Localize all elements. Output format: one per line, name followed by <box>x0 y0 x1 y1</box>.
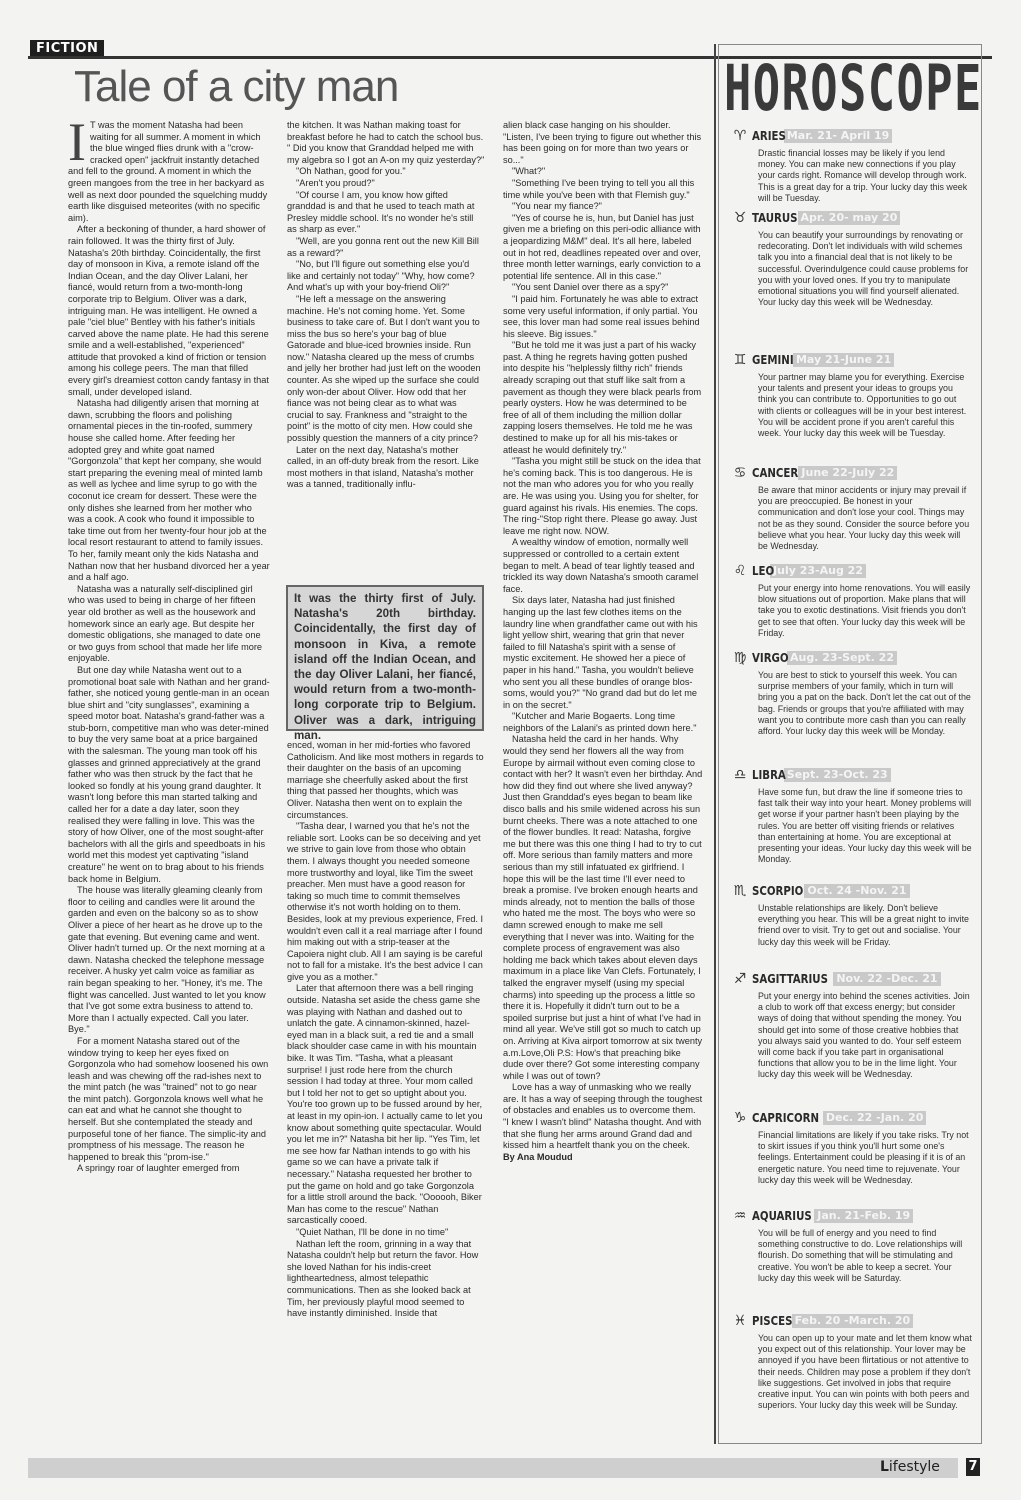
paragraph: alien black case hanging on his shoulder. "Listen, I've been trying to figure out whether this has been going on for more than two years or so..." <box>503 120 702 165</box>
libra-icon: ♎ <box>733 767 747 783</box>
horoscope-sign-virgo <box>728 650 978 737</box>
sign-name: GEMINI <box>752 353 794 367</box>
horoscope-sign-aries <box>728 128 978 204</box>
paragraph: "Tasha you might still be stuck on the idea that he's coming back. This is too dangerous. He is not the man who adores you for who you really are. He was using you. Using you for shelter, for guard against his rivals. His enemies. The cops. The ring-"Stop right there. Please go away. Just leave me right now. NOW. <box>503 456 701 536</box>
paragraph: "Tasha dear, I warned you that he's not the reliable sort. Looks can be so deceiving and yet we strive to gain love from those who obtain them. I always thought you needed someone more trustworthy and loyal, like Tim the sweet preacher. Men must have a good reason for taking so much time to commit themselves otherwise it's not worth holding on to them. Besides, look at my previous experience, Fred. I wouldn't even call it a real marriage after I found him making out with a strip-teaser at the Capoiera night club. All I am saying is be careful not to fall for a mistake. It's the best advice I can give you as a mother." <box>287 821 484 982</box>
sign-name: PISCES <box>752 1314 793 1328</box>
sign-text: Drastic financial losses may be likely if you lend money. You can make new connections if you play your cards right. Romance will develop through work. This is a great day for a trip. Your lucky day this week will be Tuesday. <box>758 148 968 203</box>
horoscope-sign-leo <box>728 563 978 639</box>
sign-name: SCORPIO <box>752 884 804 898</box>
sign-header <box>728 563 978 579</box>
sagittarius-icon: ♐ <box>733 971 747 987</box>
drop-cap: I <box>68 120 86 172</box>
horoscope-title: HOROSCOPE <box>724 52 983 125</box>
paragraph: T was the moment Natasha had been waiting for all summer. A moment in which the blue winged flies drunk with a "crow-cracked open" jackfruit instantly detached and fell to the ground. A moment in which the green mangoes from the tree in her backyard as well as next door pounded the squelching muddy earth like disguised meteorites (with no specific aim). <box>68 120 268 223</box>
paragraph: enced, woman in her mid-forties who favored Catholicism. And like most mothers in regards to their daughter on the basis of an upcoming marriage she cheerfully asked about the first thing that passed her thoughts, which was Oliver. Natasha then went on to explain the circumstances. <box>287 740 484 820</box>
paragraph: "You sent Daniel over there as a spy?" <box>512 282 669 293</box>
paragraph: A springy roar of laughter emerged from <box>77 1163 240 1174</box>
paragraph: For a moment Natasha stared out of the window trying to keep her eyes fixed on Gorgonzola who had somehow loosened his own leash and was chewing off the rad-ishes next to the mint patch (he was "trained" not to go near the mint patch). Gorgonzola knows well what he can eat and what he cannot she thought to herself. But she contemplated the steady and purposeful tone of her fiance. The simplic-ity and promptness of his message. The reason he happened to break this "prom-ise." <box>68 1035 269 1162</box>
sign-name: ARIES <box>752 129 786 143</box>
paragraph: Natasha had diligently arisen that morning at dawn, scrubbing the floors and polishing ornamental pieces in the tin-roofed, summery house she called home. After feeding her adopted grey and white goat named "Gorgonzola" that kept her company, she would start preparing the evening meal of minted lamb as well as lychee and lime syrup to go with the coconut ice cream for dessert. These were the only dishes she learned from her mother who was a cook. A cook who found it impossible to take time out from her twenty-four hour job at the local resort restaurant to attend to family issues. To her, family meant only the kids Natasha and Nathan now that her husband divorced her a year and a half ago. <box>68 398 270 583</box>
sign-text: Your partner may blame you for everything. Exercise your talents and present your ideas to groups you think you can contribute to. Opportunities to go out with clients or colleagues will be in your best interest. You will be accident prone if you aren't careful this week. Your lucky day this week will be Tuesday. <box>758 372 967 439</box>
paragraph: Six days later, Natasha had just finished hanging up the last few clothes items on the laundry line when grandfather came out with his light yellow shirt, wearing that grin that never failed to fill Natasha's spirit with a sense of mystic excitement. He showed her a piece of paper in his hand." Tasha, you wouldn't believe who sent you all these bundles of orange blos-soms, would you?" "No grand dad but do let me in on the secret." <box>503 595 698 710</box>
paragraph: Later that afternoon there was a bell ringing outside. Natasha set aside the chess game she was playing with Nathan and dashed out to unlatch the gate. A cinnamon-skinned, hazel-eyed man in a black suit, a red tie and a small black shoulder case came in with his mountain bike. It was Tim. "Tasha, what a pleasant surprise! I just rode here from the church session I had today at three. Your mom called but I told her not to get so uptight about you. You're too grown up to be fussed around by her, at least in my opin-ion. I actually came to let you know about something quite spectacular. Would you let me in?" Natasha bit her lip. "Yes Tim, let me see how far Nathan intends to go with his game so we can have a private talk if necessary." Natasha requested her brother to put the game on hold and go take Gorgonzola for a little stroll around the back. "Oooooh, Biker Man has come to the rescue" Nathan sarcastically cooed. <box>287 983 483 1226</box>
paragraph: "Of course I am, you know how gifted granddad is and that he used to teach math at Presley middle school. It's no wonder he's still as sharp as ever." <box>287 189 475 235</box>
paragraph: Natasha held the card in her hands. Why would they send her flowers all the way from Europe by airmail without even coming close to contact with her? It wasn't even her birthday. And how did they find out where she lived anyway? Just then Granddad's eyes began to beam like disco balls and his smile widened across his sun burnt cheeks. There was a note attached to one of the flower bundles. It read: Natasha, forgive me but there was this one thing I had to try to cut off. More serious than family matters and more serious than my still infatuated ex girlfriend. I hope this will be the last time I'll ever need to break a promise. I've broken enough hearts and minds already, not to mention the balls of those who hated me the most. The boys who were so damn screwed enough to make me sell everything that I never was into. Waiting for the complete process of engravement was also holding me back which takes about eleven days maximum in a place like Van Clefs. Fortunately, I talked the engraver myself (using my special charms) into speeding up the process a little so there it is. Hopefully it didn't turn out to be a spoiled surprise but just a hint of what I've had in mind all year. We've still got so much to catch up on. Arriving at Kiva airport tomorrow at six twenty a.m.Love,Oli P.S: How's that preaching bike dude over there? Got some interesting company while I was out of town? <box>503 734 703 1081</box>
story-column-2-bottom <box>287 740 485 1445</box>
footer-brand <box>880 1459 940 1475</box>
paragraph: "Oh Nathan, good for you." <box>296 166 406 177</box>
taurus-icon: ♉ <box>733 210 747 226</box>
paragraph: "Yes of course he is, hun, but Daniel has just given me a briefing on this peri-odic alliance with a jeopardizing M&M" deal. It's all here, labeled out in hot red, deadlines repeated over and over, three month letter warnings, early conviction to a potential life sentence. All in this case." <box>503 212 701 281</box>
horoscope-sign-sagittarius <box>728 971 978 1081</box>
sign-dates: July 23-Aug 22 <box>770 564 866 578</box>
paragraph: "No, but I'll figure out something else you'd like and certainly not today" "Why, how come? And what's up with your boy-friend Oli?" <box>287 259 475 293</box>
aquarius-icon: ♒ <box>733 1208 747 1224</box>
paragraph: "Kutcher and Marie Bogaerts. Long time neighbors of the Lalani's as printed down here." <box>503 711 697 733</box>
sign-dates: May 21-June 21 <box>793 353 894 367</box>
sign-header <box>728 650 978 666</box>
brand-initial: L <box>880 1459 889 1475</box>
sign-header <box>728 1313 978 1329</box>
sign-text: Unstable relationships are likely. Don't believe everything you hear. This will be a great night to invite friend over to visit. Try to get out and socialise. Your lucky day this week will be Friday. <box>758 903 969 947</box>
sign-text: You will be full of energy and you need to find something constructive to do. Love relationships will flourish. Do something that will be stimulating and creative. You won't be able to keep a secret. Your lucky day this week will be Saturday. <box>758 1228 963 1283</box>
paragraph: "Aren't you proud?" <box>296 177 375 188</box>
sign-dates: Mar. 21- April 19 <box>784 129 892 143</box>
brand-rest: ifestyle <box>888 1459 940 1475</box>
sign-dates: Nov. 22 -Dec. 21 <box>833 972 940 986</box>
sign-name: LEO <box>752 564 775 578</box>
sign-name: CANCER <box>752 466 799 480</box>
sign-header <box>728 1208 978 1224</box>
sign-header <box>728 971 978 987</box>
sign-header <box>728 465 978 481</box>
sign-header <box>728 1110 978 1126</box>
sign-dates: Jan. 21-Feb. 19 <box>814 1209 913 1223</box>
sign-dates: Dec. 22 -Jan. 20 <box>823 1111 927 1125</box>
sign-header <box>728 883 978 899</box>
sign-name: VIRGO <box>752 651 789 665</box>
sign-name: TAURUS <box>752 211 798 225</box>
paragraph: "Something I've been trying to tell you all this time while you've been with that Flemish guy." <box>503 177 695 200</box>
paragraph: "Quiet Nathan, I'll be done in no time" <box>296 1226 449 1237</box>
sign-name: SAGITTARIUS <box>752 972 828 986</box>
column-divider <box>714 44 716 1444</box>
footer-bar <box>28 1458 958 1478</box>
paragraph: "What?" <box>512 166 546 177</box>
sign-dates: Oct. 24 -Nov. 21 <box>804 884 909 898</box>
sign-name: LIBRA <box>752 768 786 782</box>
paragraph: Natasha was a naturally self-disciplined girl who was used to being in charge of her fifteen year old brother as well as the housework and homework since an early age. But despite her domestic obligations, she managed to date one or two guys from school that made her life more enjoyable. <box>68 583 263 664</box>
virgo-icon: ♍ <box>733 650 747 666</box>
story-column-2-top <box>287 120 485 582</box>
sign-dates: Aug. 23-Sept. 22 <box>787 651 897 665</box>
horoscope-sign-taurus <box>728 210 978 308</box>
sign-header <box>728 352 978 368</box>
sign-text: Put your energy into home renovations. You will easily blow situations out of proportion. Make plans that will take you to exotic destinations. Visit friends you don't get to see that often. Your lucky day this week will be Friday. <box>758 583 971 638</box>
sign-header <box>728 767 978 783</box>
aries-icon: ♈ <box>733 128 747 144</box>
story-column-1 <box>68 120 270 1445</box>
sign-text: You are best to stick to yourself this week. You can surprise members of your family, which in turn will bring you a pat on the back. Don't let the cat out of the bag. Friends or groups that you're affiliated with may want you to contribute more cash than you can really afford. Your lucky day this week will be Monday. <box>758 670 971 737</box>
sign-dates: Sept. 23-Oct. 23 <box>784 768 891 782</box>
paragraph: The house was literally gleaming cleanly from floor to ceiling and candles were lit around the garden and even on the balcony so as to show Oliver a piece of her heart as he drove up to the gate that evening. But evening came and went. Oliver hadn't turned up. Or the next morning at a dawn. Natasha checked the telephone message receiver. A husky yet calm voice as familiar as rain began speaking to her. "Honey, it's me. The flight was cancelled. Just wanted to let you know that I've got some extra business to attend to. More than I actually expected. Call you later. Bye." <box>68 885 266 1035</box>
sign-header <box>728 128 978 144</box>
paragraph: A wealthy window of emotion, normally well suppressed or controlled to a certain extent began to melt. A bead of tear lightly teased and trickled its way down Natasha's smooth caramel face. <box>503 537 699 594</box>
paragraph: "I paid him. Fortunately he was able to extract some very useful information, if only partial. You see, this lover man had some real issues behind his sleeve. Big issues." <box>503 293 700 339</box>
horoscope-sign-scorpio <box>728 883 978 948</box>
cancer-icon: ♋ <box>733 465 747 481</box>
horoscope-sign-cancer <box>728 465 978 552</box>
paragraph: After a beckoning of thunder, a hard shower of rain followed. It was the thirty first of July. Natasha's 20th birthday. Coincidentally, the first day of monsoon in Kiva, a remote island off the Indian Ocean, and the day Oliver Lalani, her fiancé, would return from a two-month-long corporate trip to Belgium. Oliver was a dark, intriguing man. He was intelligent. He owned a pale "ciel blue" Bentley with his father's initials carved above the name plate. He had this serene smile and a well-established, "experienced" attitude that provoked a kind of friction or tension among his college peers. The man that filled every girl's dreamiest cotton candy fantasy in that small, under developed island. <box>68 224 269 397</box>
sign-text: Put your energy into behind the scenes activities. Join a club to work off that excess energy; but consider ways of doing that without spending the money. You should get into some of those creative hobbies that you always said you wanted to do. Your self esteem will come back if you take part in organisational functions that allow you to be in the lime light. Your lucky day this week will be Wednesday. <box>758 991 970 1080</box>
pisces-icon: ♓ <box>733 1313 747 1329</box>
byline: By Ana Moudud <box>503 1151 573 1162</box>
horoscope-sign-aquarius <box>728 1208 978 1284</box>
capricorn-icon: ♑ <box>733 1110 747 1126</box>
horoscope-sign-capricorn <box>728 1110 978 1186</box>
sign-text: Be aware that minor accidents or injury may prevail if you are preoccupied. Be honest in your communication and don't lose your cool. Things may not be as they sound. Consider the source before you believe what you hear. Your lucky day this week will be Wednesday. <box>758 485 970 552</box>
paragraph: But one day while Natasha went out to a promotional boat sale with Nathan and her grand-father, she noticed young gentle-man in an ocean blue shirt and "city sunglasses", examining a speed motor boat. Natasha's grand-father was a stub-born, competitive man who was deter-mined to buy the very same boat at a price bargained with the salesman. The young man took off his glasses and grinned appreciatively at the grand father who was then struck by the fact that he looked so fondly at his young grand daughter. It wasn't long before this man started talking and called her for a date a day later, soon they realised they were falling in love. This was the story of how Oliver, one of the most sought-after bachelors with all the girls and speedboats in his world met this modest yet captivating "island creature" he went on to brag about to his friends back home in Belgium. <box>68 664 270 884</box>
horoscope-sign-gemini <box>728 352 978 439</box>
gemini-icon: ♊ <box>733 352 747 368</box>
paragraph: the kitchen. It was Nathan making toast for breakfast before he had to catch the school bus. " Did you know that Granddad helped me with my algebra so I got an A-on my quiz yesterday?" <box>287 120 485 165</box>
scorpio-icon: ♏ <box>733 883 747 899</box>
sign-name: AQUARIUS <box>752 1209 812 1223</box>
sign-dates: June 22-July 22 <box>798 466 897 480</box>
article-title: Tale of a city man <box>74 62 399 111</box>
paragraph: Nathan left the room, grinning in a way that Natasha couldn't help but return the favor. How she loved Nathan for his indis-creet lightheartedness, almost telepathic communications. Then as she looked back at Tim, her previously playful mood seemed to have instantly diminished. Inside that <box>287 1238 479 1319</box>
page-number: 7 <box>966 1458 980 1476</box>
paragraph: Later on the next day, Natasha's mother called, in an off-duty break from the resort. Like most mothers in that island, Natasha's mother was a tanned, traditionally influ- <box>287 444 479 490</box>
sign-text: Have some fun, but draw the line if someone tries to fast talk their way into your heart. Money problems will get worse if your partner hasn't been playing by the rules. You are better off visiting friends or relatives than entertaining at home. You are exceptional at presenting your ideas. Your lucky day this week will be Monday. <box>758 787 972 865</box>
paragraph: "But he told me it was just a part of his wacky past. A thing he regrets having gotten pushed into despite his "helplessly filthy rich" friends already scraping out that stuff like salt from a pavement as though they were black pearls from pearly oysters. How he was determined to be free of all of them including the million dollar zapping losers themselves. He told me he was destined to make up for all his mis-takes or atleast he would definitely try." <box>503 340 702 455</box>
sign-text: You can open up to your mate and let them know what you expect out of this relationship. Your lover may be annoyed if you have been flirtatious or not attentive to their needs. Children may pose a problem if they don't like suggestions. Get involved in jobs that require creative input. You can win points with both peers and superiors. Your lucky day this week will be Sunday. <box>758 1333 972 1411</box>
paragraph: Love has a way of unmasking who we really are. It has a way of seeping through the toughest of obstacles and enables us to overcome them. "I knew I wasn't blind" Natasha thought. And with that she flung her arms around Grand dad and kissed him a heartfelt thank you on the cheek. <box>503 1082 703 1151</box>
paragraph: "Well, are you gonna rent out the new Kill Bill as a reward?" <box>287 235 479 258</box>
pull-quote: It was the thirty first of July. Natasha's 20th birthday. Coincidentally, the first day of monsoon in Kiva, a remote island off the Indian Ocean, and the day Oliver Lalani, her fiancé, would return from a two-month-long corporate trip to Belgium. Oliver was a dark, intriguing man. <box>286 585 484 731</box>
horoscope-sign-pisces <box>728 1313 978 1411</box>
sign-text: Financial limitations are likely if you take risks. Try not to skirt issues if you think you'll hurt some one's feelings. Entertainment could be pleasing if it is of an energetic nature. You need time to rejuvenate. Your lucky day this week will be Wednesday. <box>758 1130 969 1185</box>
sign-text: You can beautify your surroundings by renovating or redecorating. Don't let individuals with wild schemes talk you into a financial deal that is not likely to be successful. Overindulgence could cause problems for you with your loved ones. If you try to manipulate emotional situations you will find yourself alienated. Your lucky day this week will be Wednesday. <box>758 230 969 308</box>
horoscope-sign-libra <box>728 767 978 865</box>
story-column-3 <box>503 120 703 1445</box>
leo-icon: ♌ <box>733 563 747 579</box>
sign-dates: Feb. 20 -March. 20 <box>792 1314 914 1328</box>
sign-name: CAPRICORN <box>752 1111 820 1125</box>
sign-dates: Apr. 20- may 20 <box>798 211 901 225</box>
paragraph: "You near my fiance?" <box>512 201 602 212</box>
paragraph: "He left a message on the answering machine. He's not coming home. Yet. Some business to take care of. But I don't want you to miss the bus so here's your bag of blue Gatorade and blue-iced brownies inside. Run now." Natasha cleared up the mess of crumbs and jelly her brother had just left on the wooden counter. As she wiped up the surface she could only won-der about Oliver. How odd that her fiance was not being clear as to what was crucial to say. Frankness and "straight to the point" is the motto of city men. How could she possibly question the manners of a city prince? <box>287 293 481 444</box>
section-label: FICTION <box>30 40 104 57</box>
sign-header <box>728 210 978 226</box>
